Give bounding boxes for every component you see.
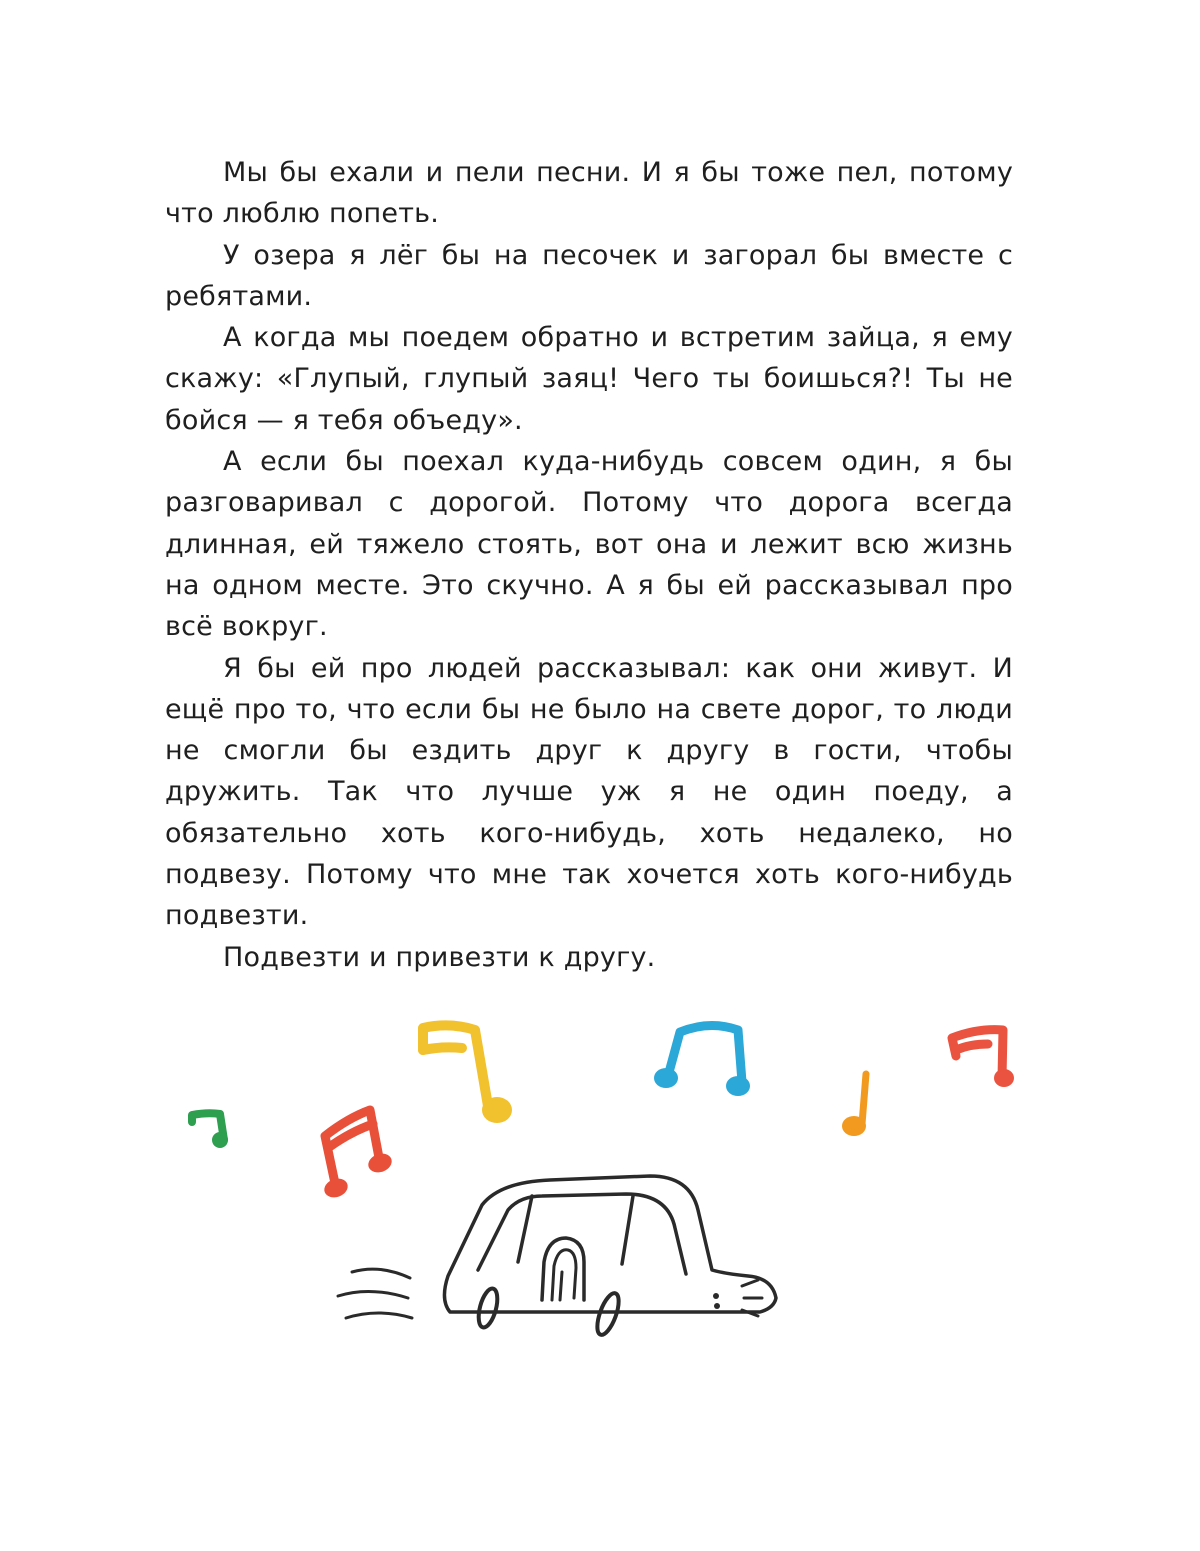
paragraph-3: А когда мы поедем обратно и встретим зайца, я ему скажу: «Глупый, глупый заяц! Чего ты боишься?! Ты не бойся — я тебя объеду». <box>165 322 1013 436</box>
paragraph-4: А если бы поехал куда-нибудь совсем один, я бы разговаривал с дорогой. Потому что дорога всегда длинная, ей тяжело стоять, вот она и лежит всю жизнь на одном месте. Это скучно. А я бы ей рассказывал про всё вокруг. <box>165 446 1013 643</box>
music-note-blue-icon <box>654 1025 750 1096</box>
page-text <box>165 152 1013 978</box>
music-note-red-right-icon <box>952 1030 1014 1087</box>
car-icon <box>338 1176 776 1337</box>
music-note-yellow-icon <box>423 1025 512 1123</box>
paragraph-2: У озера я лёг бы на песочек и загорал бы вместе с ребятами. <box>165 239 1013 312</box>
music-note-red-icon <box>322 1110 395 1201</box>
paragraph-6: Подвезти и привезти к другу. <box>223 941 656 973</box>
car-drawing-svg <box>170 1000 1050 1360</box>
music-note-green-icon <box>192 1113 228 1148</box>
music-note-orange-icon <box>842 1074 866 1136</box>
paragraph-5: Я бы ей про людей рассказывал: как они живут. И ещё про то, что если бы не было на свете дорог, то люди не смогли бы ездить друг к другу в гости, чтобы дружить. Так что лучше уж я не один поеду, а обязательно хоть кого-нибудь, хоть недалеко, но подвезу. Потому что мне так хочется хоть кого-нибудь подвезти. <box>165 652 1013 932</box>
car-with-music-notes-illustration <box>170 1000 1050 1360</box>
paragraph-1: Мы бы ехали и пели песни. И я бы тоже пел, потому что люблю попеть. <box>165 157 1013 230</box>
